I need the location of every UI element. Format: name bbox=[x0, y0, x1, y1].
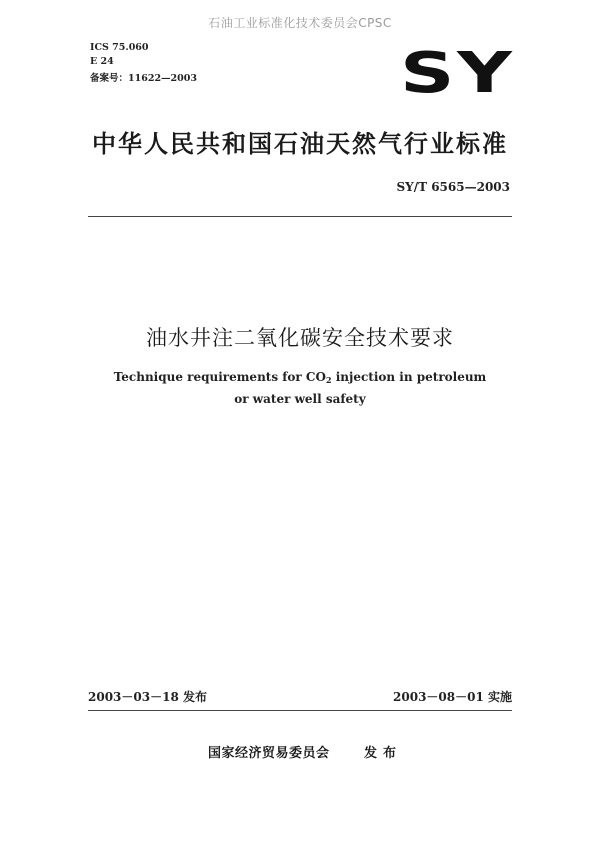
issuing-authority: 国家经济贸易委员会 bbox=[208, 746, 330, 761]
english-title-line2: or water well safety bbox=[234, 392, 366, 406]
classification-code: E 24 bbox=[90, 56, 114, 67]
english-title-pre: Technique requirements for CO bbox=[113, 370, 326, 384]
record-number: 备案号：11622—2003 bbox=[90, 73, 197, 84]
english-title-subscript: 2 bbox=[325, 375, 332, 385]
implement-date: 2003－08－01 实施 bbox=[393, 690, 512, 704]
standard-code: SY/T 6565—2003 bbox=[396, 180, 510, 194]
footer-divider bbox=[88, 710, 512, 711]
sy-logo: SY bbox=[400, 41, 515, 106]
chinese-title: 油水井注二氧化碳安全技术要求 bbox=[146, 326, 454, 350]
english-title-post: injection in petroleum bbox=[331, 370, 487, 384]
header-divider bbox=[88, 216, 512, 217]
organization-title: 中华人民共和国石油天然气行业标准 bbox=[92, 130, 508, 158]
ics-code: ICS 75.060 bbox=[90, 42, 149, 53]
watermark-text: 石油工业标准化技术委员会CPSC bbox=[208, 16, 392, 30]
publish-label: 发布 bbox=[364, 746, 403, 761]
issue-date: 2003－03－18 发布 bbox=[88, 690, 207, 704]
english-title-line1 bbox=[0, 370, 600, 385]
